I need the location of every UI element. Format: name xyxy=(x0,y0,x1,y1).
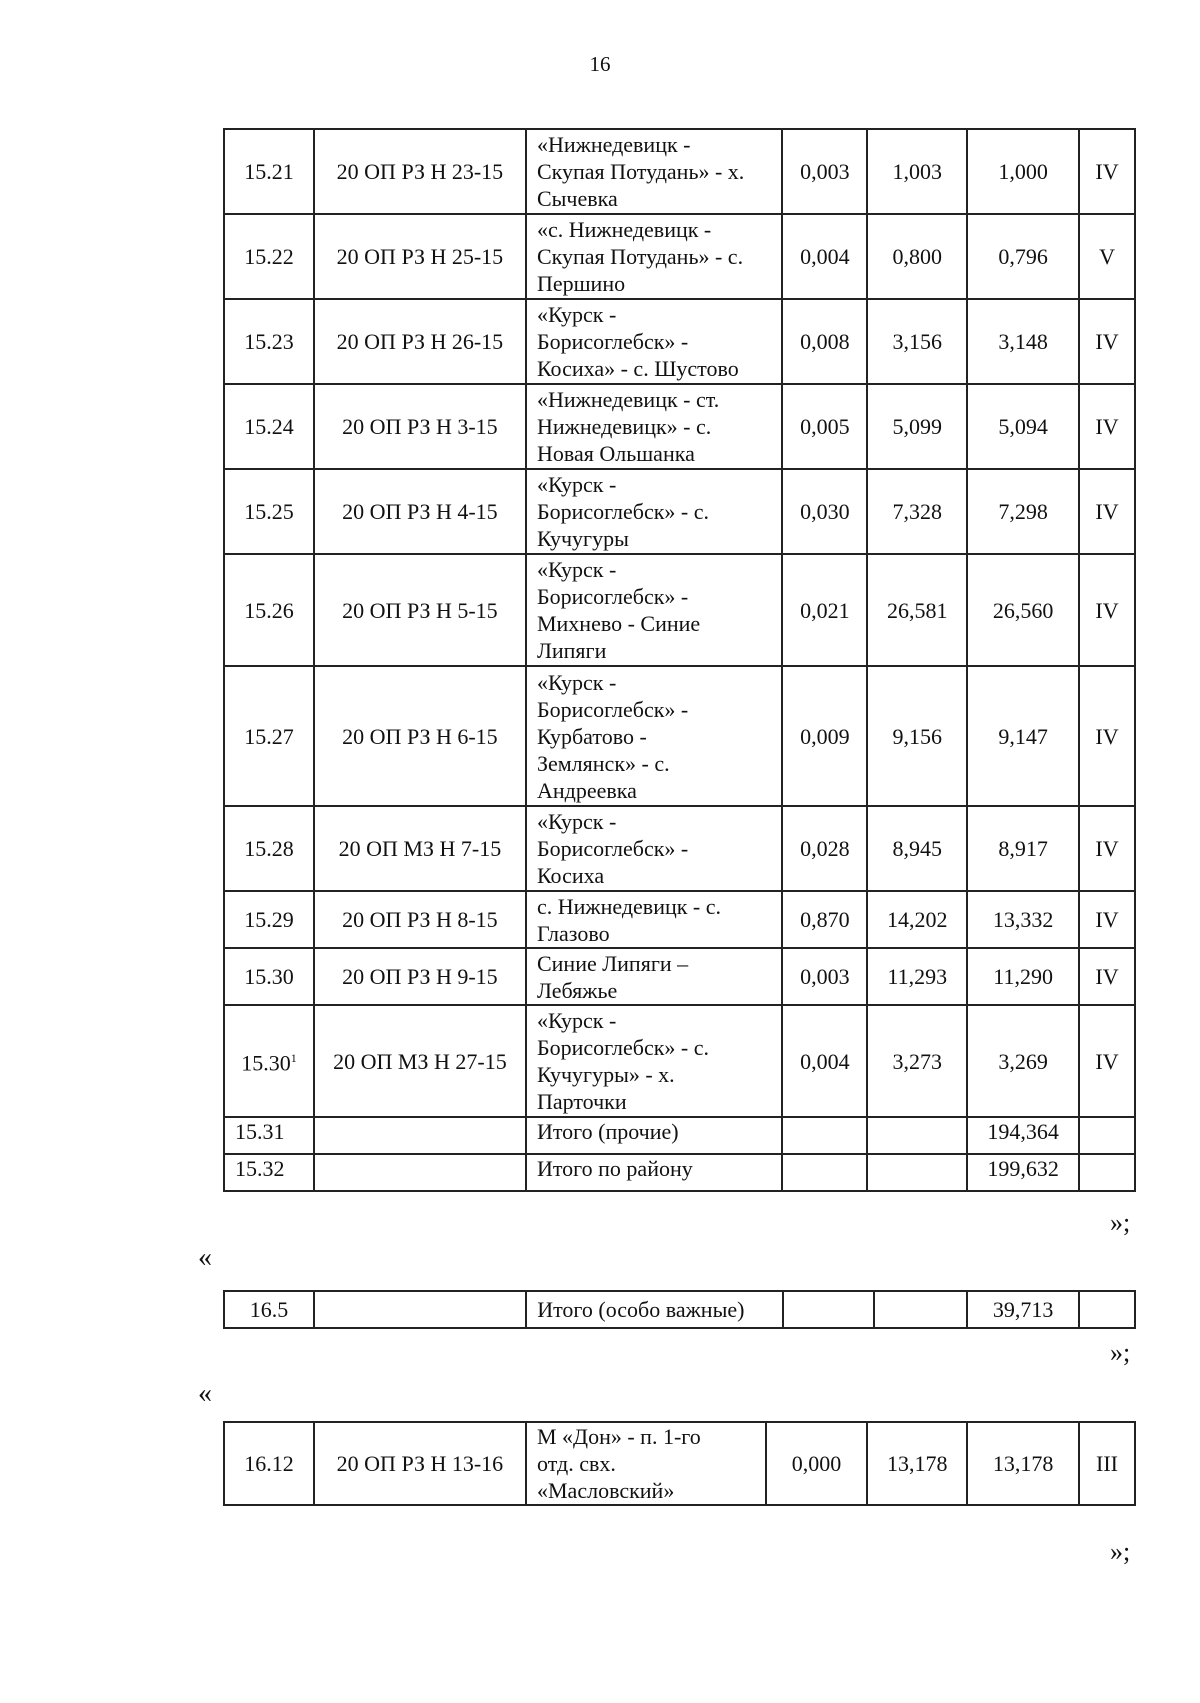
table-row xyxy=(224,1117,1135,1154)
road-name xyxy=(526,948,782,1005)
road-name-line: Курбатово - xyxy=(536,723,647,749)
road-name-line: Новая Ольшанка xyxy=(536,441,695,466)
value-3: 11,290 xyxy=(967,948,1079,1005)
category xyxy=(1079,1291,1135,1328)
road-entry-table xyxy=(223,1421,1136,1506)
road-name-line: Скупая Потудань» - с. xyxy=(536,244,744,269)
table-row xyxy=(224,1422,1135,1505)
row-number: 15.29 xyxy=(224,891,314,948)
road-code: 20 ОП РЗ Н 3-15 xyxy=(314,384,526,469)
road-name: Итого (особо важные) xyxy=(526,1291,782,1328)
opening-quote: « xyxy=(198,1242,212,1273)
value-3: 9,147 xyxy=(967,666,1079,806)
row-number: 15.28 xyxy=(224,806,314,891)
value-2: 5,099 xyxy=(867,384,967,469)
road-code: 20 ОП РЗ Н 9-15 xyxy=(314,948,526,1005)
category: IV xyxy=(1079,469,1135,554)
page-number: 16 xyxy=(589,52,611,76)
value-1 xyxy=(783,1291,875,1328)
value-2: 9,156 xyxy=(867,666,967,806)
category: IV xyxy=(1079,891,1135,948)
road-name-line: Скупая Потудань» - х. xyxy=(536,159,745,184)
table-row xyxy=(224,384,1135,469)
road-name-line: Кучугуры xyxy=(536,526,629,551)
value-1: 0,870 xyxy=(782,891,867,948)
row-number: 15.22 xyxy=(224,214,314,299)
category xyxy=(1079,1117,1135,1154)
road-name-line: «с. Нижнедевицк - xyxy=(536,217,712,242)
value-2 xyxy=(874,1291,967,1328)
road-code xyxy=(314,1154,526,1191)
value-1: 0,009 xyxy=(782,666,867,806)
road-name xyxy=(526,806,782,891)
category: IV xyxy=(1079,806,1135,891)
road-name-line: Борисоглебск» - с. xyxy=(536,499,710,524)
row-number: 16.12 xyxy=(224,1422,314,1505)
road-name-line: отд. свх. xyxy=(537,1451,616,1476)
road-code: 20 ОП МЗ Н 27-15 xyxy=(314,1005,526,1117)
road-name-line: Лебяжье xyxy=(536,977,618,1003)
important-total-table xyxy=(223,1290,1136,1329)
road-name xyxy=(526,891,782,948)
road-code xyxy=(314,1117,526,1154)
road-name-line: Парточки xyxy=(536,1089,627,1114)
roads-table xyxy=(223,128,1136,1192)
road-code: 20 ОП РЗ Н 8-15 xyxy=(314,891,526,948)
table-row xyxy=(224,129,1135,214)
category: IV xyxy=(1079,1005,1135,1117)
category: IV xyxy=(1079,666,1135,806)
value-3: 199,632 xyxy=(967,1154,1079,1191)
value-3: 194,364 xyxy=(967,1117,1079,1154)
road-code: 20 ОП РЗ Н 5-15 xyxy=(314,554,526,666)
row-number: 15.32 xyxy=(224,1154,314,1191)
value-1: 0,004 xyxy=(782,1005,867,1117)
road-code: 20 ОП РЗ Н 26-15 xyxy=(314,299,526,384)
table-row xyxy=(224,299,1135,384)
value-2: 8,945 xyxy=(867,806,967,891)
row-number: 16.5 xyxy=(224,1291,314,1328)
closing-quote: »; xyxy=(1110,1338,1131,1367)
road-code: 20 ОП РЗ Н 23-15 xyxy=(314,129,526,214)
row-number-superscript: 1 xyxy=(290,1051,297,1066)
road-name xyxy=(526,666,782,806)
road-name-line: «Курск - xyxy=(536,1008,617,1033)
row-number: 15.23 xyxy=(224,299,314,384)
road-name-line: Борисоглебск» - xyxy=(536,836,689,861)
value-1: 0,003 xyxy=(782,129,867,214)
value-2: 7,328 xyxy=(867,469,967,554)
value-2 xyxy=(867,1117,967,1154)
category: IV xyxy=(1079,948,1135,1005)
road-name-line: с. Нижнедевицк - с. xyxy=(536,893,722,919)
road-name-line: Андреевка xyxy=(536,777,637,803)
closing-quote: »; xyxy=(1110,1537,1131,1566)
road-name xyxy=(526,1422,766,1505)
value-1: 0,004 xyxy=(782,214,867,299)
value-3: 13,178 xyxy=(967,1422,1079,1505)
road-name-line: М «Дон» - п. 1-го xyxy=(537,1424,701,1449)
road-name-line: Итого по району xyxy=(536,1156,693,1181)
value-2: 3,156 xyxy=(867,299,967,384)
value-1: 0,008 xyxy=(782,299,867,384)
road-name-line: Сычевка xyxy=(536,186,618,211)
category: IV xyxy=(1079,299,1135,384)
table-row xyxy=(224,469,1135,554)
road-name-line: Борисоглебск» - xyxy=(536,329,689,354)
value-1: 0,030 xyxy=(782,469,867,554)
category xyxy=(1079,1154,1135,1191)
road-name xyxy=(526,1117,782,1154)
row-number: 15.27 xyxy=(224,666,314,806)
value-1: 0,000 xyxy=(766,1422,868,1505)
value-3: 3,148 xyxy=(967,299,1079,384)
road-name xyxy=(526,469,782,554)
row-number xyxy=(224,1005,314,1117)
road-name-line: Косиха xyxy=(536,863,605,888)
value-3: 8,917 xyxy=(967,806,1079,891)
row-number: 15.25 xyxy=(224,469,314,554)
row-number: 15.21 xyxy=(224,129,314,214)
table-row xyxy=(224,666,1135,806)
road-name-line: Борисоглебск» - xyxy=(536,696,689,722)
road-name xyxy=(526,129,782,214)
road-name xyxy=(526,214,782,299)
value-1 xyxy=(782,1154,867,1191)
row-number: 15.30 xyxy=(224,948,314,1005)
row-number: 15.26 xyxy=(224,554,314,666)
category: IV xyxy=(1079,554,1135,666)
road-name-line: «Курск - xyxy=(536,472,617,497)
road-name xyxy=(526,384,782,469)
closing-quote: »; xyxy=(1110,1208,1131,1237)
category: V xyxy=(1079,214,1135,299)
row-number: 15.31 xyxy=(224,1117,314,1154)
table-row xyxy=(224,1005,1135,1117)
road-name-line: Итого (прочие) xyxy=(536,1119,679,1144)
table-row xyxy=(224,948,1135,1005)
road-name-line: Михнево - Синие xyxy=(536,611,701,636)
value-2: 13,178 xyxy=(867,1422,967,1505)
road-code: 20 ОП РЗ Н 25-15 xyxy=(314,214,526,299)
value-3: 7,298 xyxy=(967,469,1079,554)
road-name xyxy=(526,1005,782,1117)
value-2: 11,293 xyxy=(867,948,967,1005)
row-number: 15.24 xyxy=(224,384,314,469)
road-name-line: Синие Липяги – xyxy=(536,950,689,976)
value-3: 0,796 xyxy=(967,214,1079,299)
road-name-line: Борисоглебск» - с. xyxy=(536,1035,710,1060)
value-2: 26,581 xyxy=(867,554,967,666)
value-1: 0,021 xyxy=(782,554,867,666)
road-name-line: Косиха» - с. Шустово xyxy=(536,356,739,381)
value-3: 1,000 xyxy=(967,129,1079,214)
road-name-line: «Курск - xyxy=(536,302,617,327)
row-number-text: 15.30 xyxy=(241,1050,291,1076)
road-code: 20 ОП РЗ Н 13-16 xyxy=(314,1422,526,1505)
road-name-line: «Нижнедевицк - ст. xyxy=(536,387,720,412)
table-row xyxy=(224,554,1135,666)
road-name-line: «Курск - xyxy=(536,809,617,834)
value-1 xyxy=(782,1117,867,1154)
table-row xyxy=(224,891,1135,948)
value-1: 0,005 xyxy=(782,384,867,469)
opening-quote: « xyxy=(198,1378,212,1409)
value-3: 3,269 xyxy=(967,1005,1079,1117)
road-name xyxy=(526,554,782,666)
value-3: 39,713 xyxy=(967,1291,1079,1328)
road-name-line: Глазово xyxy=(536,920,610,946)
value-2: 3,273 xyxy=(867,1005,967,1117)
category: IV xyxy=(1079,129,1135,214)
road-name-line: Землянск» - с. xyxy=(536,750,670,776)
road-code: 20 ОП РЗ Н 6-15 xyxy=(314,666,526,806)
table-row xyxy=(224,1291,1135,1328)
value-3: 13,332 xyxy=(967,891,1079,948)
category: III xyxy=(1079,1422,1135,1505)
roads-table-body xyxy=(224,129,1135,1191)
value-2: 0,800 xyxy=(867,214,967,299)
road-name-line: «Курск - xyxy=(536,669,617,695)
road-name-line: «Нижнедевицк - xyxy=(536,132,691,157)
table-row xyxy=(224,214,1135,299)
road-code: 20 ОП МЗ Н 7-15 xyxy=(314,806,526,891)
category: IV xyxy=(1079,384,1135,469)
road-name-line: Кучугуры» - х. xyxy=(536,1062,675,1087)
value-2 xyxy=(867,1154,967,1191)
value-2: 1,003 xyxy=(867,129,967,214)
value-1: 0,028 xyxy=(782,806,867,891)
road-name-line: Першино xyxy=(536,271,626,296)
road-code: 20 ОП РЗ Н 4-15 xyxy=(314,469,526,554)
road-name xyxy=(526,299,782,384)
table-row xyxy=(224,806,1135,891)
road-code xyxy=(314,1291,526,1328)
value-3: 5,094 xyxy=(967,384,1079,469)
road-name xyxy=(526,1154,782,1191)
table-row xyxy=(224,1154,1135,1191)
road-name-line: Борисоглебск» - xyxy=(536,584,689,609)
road-name-line: «Курск - xyxy=(536,557,617,582)
value-1: 0,003 xyxy=(782,948,867,1005)
value-2: 14,202 xyxy=(867,891,967,948)
road-name-line: Липяги xyxy=(536,638,607,663)
value-3: 26,560 xyxy=(967,554,1079,666)
road-name-line: «Масловский» xyxy=(537,1478,675,1503)
road-name-line: Нижнедевицк» - с. xyxy=(536,414,712,439)
